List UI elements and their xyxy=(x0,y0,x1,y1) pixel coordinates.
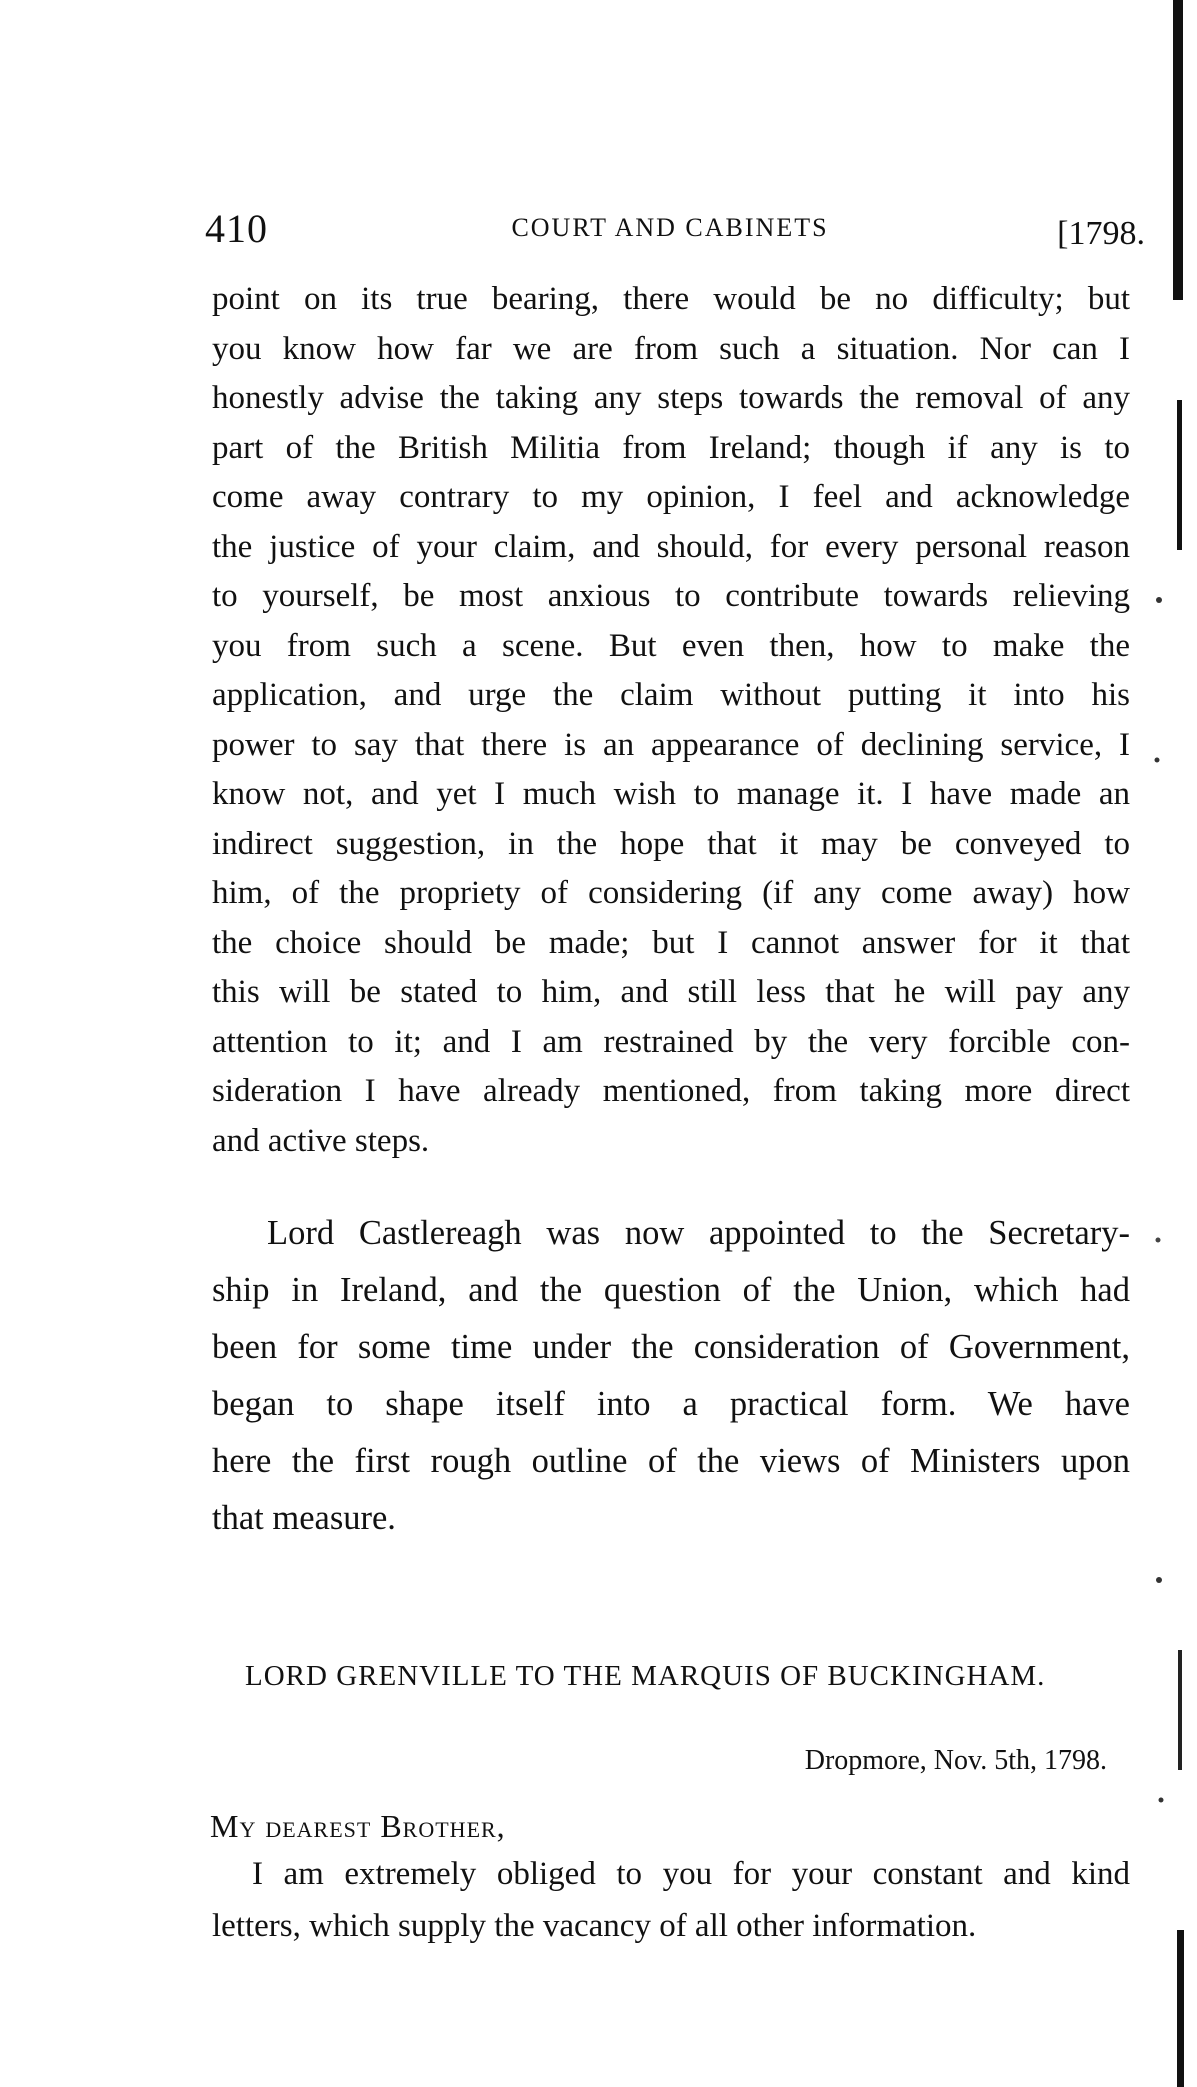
text-line: come away contrary to my opinion, I feel and acknowledge xyxy=(212,479,1130,515)
edge-speck xyxy=(1159,1798,1164,1803)
text-line: began to shape itself into a practical form. We have xyxy=(212,1385,1130,1423)
text-line: Lord Castlereagh was now appointed to the Secretary- xyxy=(267,1214,1130,1252)
text-line: to yourself, be most anxious to contribute towards relieving xyxy=(212,578,1130,614)
text-line: here the first rough outline of the views of Ministers upon xyxy=(212,1442,1130,1480)
text-line: point on its true bearing, there would be no difficulty; but xyxy=(212,281,1130,317)
text-line: application, and urge the claim without putting it into his xyxy=(212,677,1130,713)
edge-speck xyxy=(1156,1577,1162,1583)
edge-bar xyxy=(1178,1650,1182,1770)
letter-body xyxy=(212,1848,1130,1952)
text-line: part of the British Militia from Ireland; though if any is to xyxy=(212,429,1130,466)
edge-speck xyxy=(1155,758,1160,763)
letter-heading: LORD GRENVILLE TO THE MARQUIS OF BUCKINGHAM. xyxy=(245,1660,1046,1692)
text-line: the justice of your claim, and should, for every personal reason xyxy=(212,528,1130,565)
edge-bar xyxy=(1173,0,1183,300)
page-number: 410 xyxy=(205,206,268,251)
text-line: him, of the propriety of considering (if any come away) how xyxy=(212,875,1130,911)
text-line: attention to it; and I am restrained by the very forcible con- xyxy=(212,1023,1130,1060)
text-line: been for some time under the consideration of Government, xyxy=(212,1328,1130,1366)
edge-bar xyxy=(1177,400,1182,550)
text-line: ship in Ireland, and the question of the Union, which had xyxy=(212,1271,1130,1309)
text-line: I am extremely obliged to you for your constant and kind xyxy=(252,1856,1130,1892)
letter-dateline: Dropmore, Nov. 5th, 1798. xyxy=(804,1745,1107,1776)
text-line: letters, which supply the vacancy of all other information. xyxy=(212,1908,977,1944)
text-line: power to say that there is an appearance of declining service, I xyxy=(212,726,1130,763)
text-line: this will be stated to him, and still less that he will pay any xyxy=(212,974,1130,1010)
text-line: that measure. xyxy=(212,1499,396,1537)
text-line: and active steps. xyxy=(212,1122,430,1159)
narrative-paragraph xyxy=(212,1205,1130,1547)
text-line: indirect suggestion, in the hope that it may be conveyed to xyxy=(212,825,1130,862)
page-edge-scan-artifact xyxy=(1137,0,1197,2087)
text-line: honestly advise the taking any steps towards the removal of any xyxy=(212,380,1130,416)
edge-bar xyxy=(1177,1930,1184,2087)
letter-salutation: My dearest Brother, xyxy=(210,1808,506,1844)
text-line: know not, and yet I much wish to manage it. I have made an xyxy=(212,776,1130,812)
text-line: you from such a scene. But even then, how to make the xyxy=(212,627,1130,664)
running-title: COURT AND CABINETS xyxy=(511,213,829,242)
edge-speck xyxy=(1156,597,1162,603)
running-year: [1798. xyxy=(1057,215,1145,252)
text-line: sideration I have already mentioned, from taking more direct xyxy=(212,1073,1130,1109)
edge-speck xyxy=(1156,1238,1161,1243)
text-line: the choice should be made; but I cannot answer for it that xyxy=(212,924,1130,961)
text-line: you know how far we are from such a situation. Nor can I xyxy=(212,330,1130,367)
letter-continued xyxy=(212,275,1130,1166)
page-header xyxy=(205,205,1145,265)
